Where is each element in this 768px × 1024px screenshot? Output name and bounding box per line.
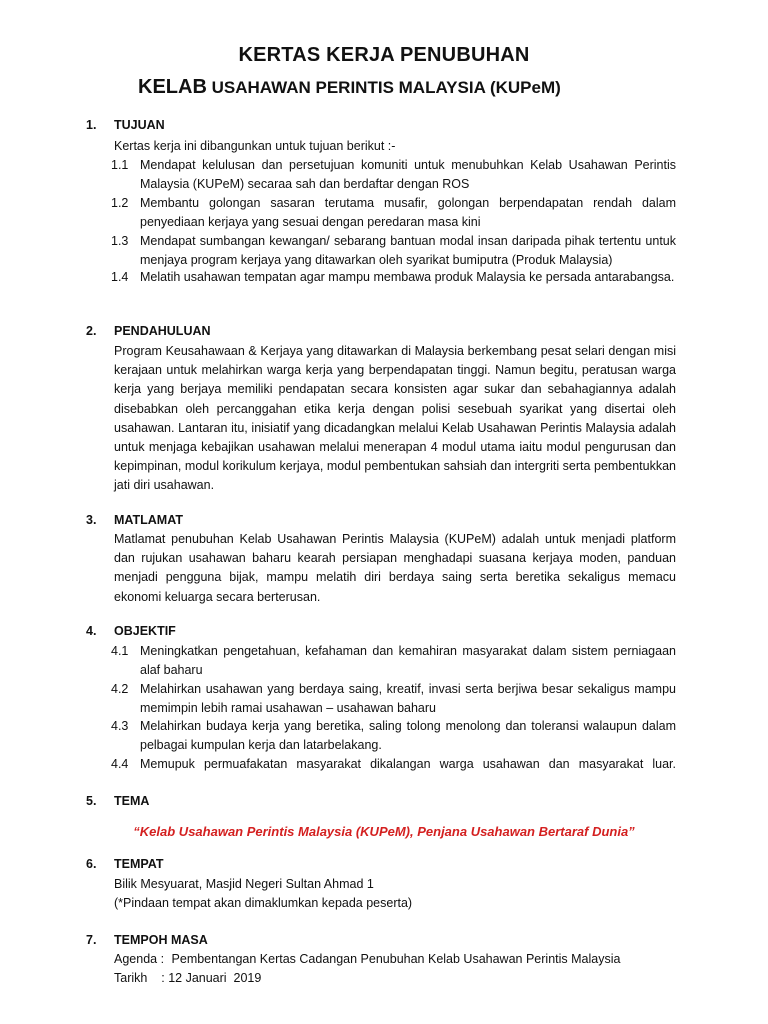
item-text: Memupuk permuafakatan masyarakat dikalangan warga usahawan dan masyarakat luar. — [140, 757, 676, 771]
section-number: 2. — [86, 324, 97, 338]
item-text: Mendapat sumbangan kewangan/ sebarang bantuan modal insan daripada pihak tertentu untuk menjaya program kerjaya yang ditawarkan oleh syarikat bumiputra (Produk Malaysia) — [140, 234, 676, 268]
tarikh-row — [114, 969, 676, 988]
tujuan-intro: Kertas kerja ini dibangunkan untuk tujuan berikut :- — [114, 139, 396, 153]
item-text: Melahirkan budaya kerja yang beretika, saling tolong menolong dan toleransi walaupun dalam pelbagai kumpulan kerja dan latarbelakang. — [140, 719, 676, 753]
subtitle-rest: USAHAWAN PERINTIS MALAYSIA (KUPeM) — [206, 78, 561, 97]
document-title: KERTAS KERJA PENUBUHAN — [238, 44, 530, 66]
item-number: 1.2 — [111, 196, 129, 210]
section-heading-pendahuluan — [86, 324, 211, 338]
section-title: TEMPOH MASA — [114, 933, 208, 947]
list-item — [111, 156, 676, 194]
item-text: Melatih usahawan tempatan agar mampu membawa produk Malaysia ke persada antarabangsa. — [140, 270, 675, 284]
tempat-line-2: (*Pindaan tempat akan dimaklumkan kepada peserta) — [114, 896, 413, 910]
item-number: 1.3 — [111, 234, 129, 248]
list-item — [111, 680, 676, 718]
section-title: TUJUAN — [114, 118, 165, 132]
matlamat-text: Matlamat penubuhan Kelab Usahawan Perintis Malaysia (KUPeM) adalah untuk menjadi platform dan rujukan usahawan baharu kearah persiapan menghadapi suasana kerjaya moden, panduan menjadi pengguna bijak, mampu melatih diri berdaya saing serta beretika sekaligus memacu ekonomi keluarga secara berterusan. — [114, 532, 676, 604]
item-number: 1.4 — [111, 270, 129, 284]
item-number: 4.2 — [111, 682, 129, 696]
item-text: Membantu golongan sasaran terutama musafir, golongan berpendapatan rendah dalam penyediaan kerjaya yang sesuai dengan peredaran masa kini — [140, 196, 676, 230]
pendahuluan-body: Program Keusahawaan & Kerjaya yang ditawarkan di Malaysia berkembang pesat selari dengan misi kerajaan untuk melahirkan warga kerja yang berpendapatan tinggi. Namun begitu, peratusan warga kerja yang berjaya memiliki pendapatan secara konsisten agar sukar dan sebahagiannya adalah disebabkan oleh percanggahan etika kerja dengan polisi sesebuah syarikat yang disertai oleh usahawan. Lantaran itu, inisiatif yang dicadangkan melalui Kelab Usahawan Perintis Malaysia adalah untuk menjaga kebajikan usahawan melalui menerapan 4 modul utama iaitu modul pengurusan dan kepimpinan, modul korikulum kerjaya, modul pembentukan sahsiah dan intergriti serta pembentukkan jati diri usahawan. — [114, 344, 676, 493]
section-heading-objektif — [86, 624, 176, 638]
list-item — [111, 268, 676, 287]
section-number: 3. — [86, 513, 97, 527]
item-number: 1.1 — [111, 158, 129, 172]
tarikh-label: Tarikh : — [114, 971, 165, 985]
matlamat-body — [114, 530, 676, 607]
item-text: Meningkatkan pengetahuan, kefahaman dan kemahiran masyarakat dalam sistem perniagaan alaf baharu — [140, 644, 676, 678]
agenda-value: Pembentangan Kertas Cadangan Penubuhan Kelab Usahawan Perintis Malaysia — [171, 952, 621, 966]
section-heading-tempoh-masa — [86, 933, 208, 947]
section-heading-tema — [86, 794, 149, 808]
item-number: 4.1 — [111, 644, 129, 658]
list-item — [111, 755, 676, 774]
document-subtitle — [138, 76, 561, 99]
section-number: 7. — [86, 933, 97, 947]
section-title: OBJEKTIF — [114, 624, 176, 638]
agenda-row — [114, 950, 676, 969]
item-number: 4.3 — [111, 719, 129, 733]
section-title: PENDAHULUAN — [114, 324, 211, 338]
section-heading-tujuan — [86, 118, 165, 132]
list-item — [111, 232, 676, 270]
section-heading-matlamat — [86, 513, 183, 527]
tema-quote: “Kelab Usahawan Perintis Malaysia (KUPeM), Penjana Usahawan Bertaraf Dunia” — [133, 824, 635, 839]
item-number: 4.4 — [111, 757, 129, 771]
section-heading-tempat — [86, 857, 164, 871]
section-number: 5. — [86, 794, 97, 808]
section-number: 1. — [86, 118, 97, 132]
list-item — [111, 642, 676, 680]
list-item — [111, 717, 676, 755]
subtitle-lead: KELAB — [138, 76, 207, 98]
tarikh-value: 12 Januari 2019 — [168, 971, 262, 985]
section-title: MATLAMAT — [114, 513, 183, 527]
section-number: 6. — [86, 857, 97, 871]
item-text: Mendapat kelulusan dan persetujuan komuniti untuk menubuhkan Kelab Usahawan Perintis Malaysia (KUPeM) secaraa sah dan berdaftar dengan ROS — [140, 158, 676, 192]
list-item — [111, 194, 676, 232]
agenda-label: Agenda : — [114, 952, 165, 966]
section-number: 4. — [86, 624, 97, 638]
item-text: Melahirkan usahawan yang berdaya saing, kreatif, invasi serta berjiwa besar sekaligus mampu memimpin lebih ramai usahawan – usahawan baharu — [140, 682, 676, 716]
tempat-line-1: Bilik Mesyuarat, Masjid Negeri Sultan Ahmad 1 — [114, 877, 374, 891]
section-title: TEMPAT — [114, 857, 164, 871]
section-title: TEMA — [114, 794, 150, 808]
